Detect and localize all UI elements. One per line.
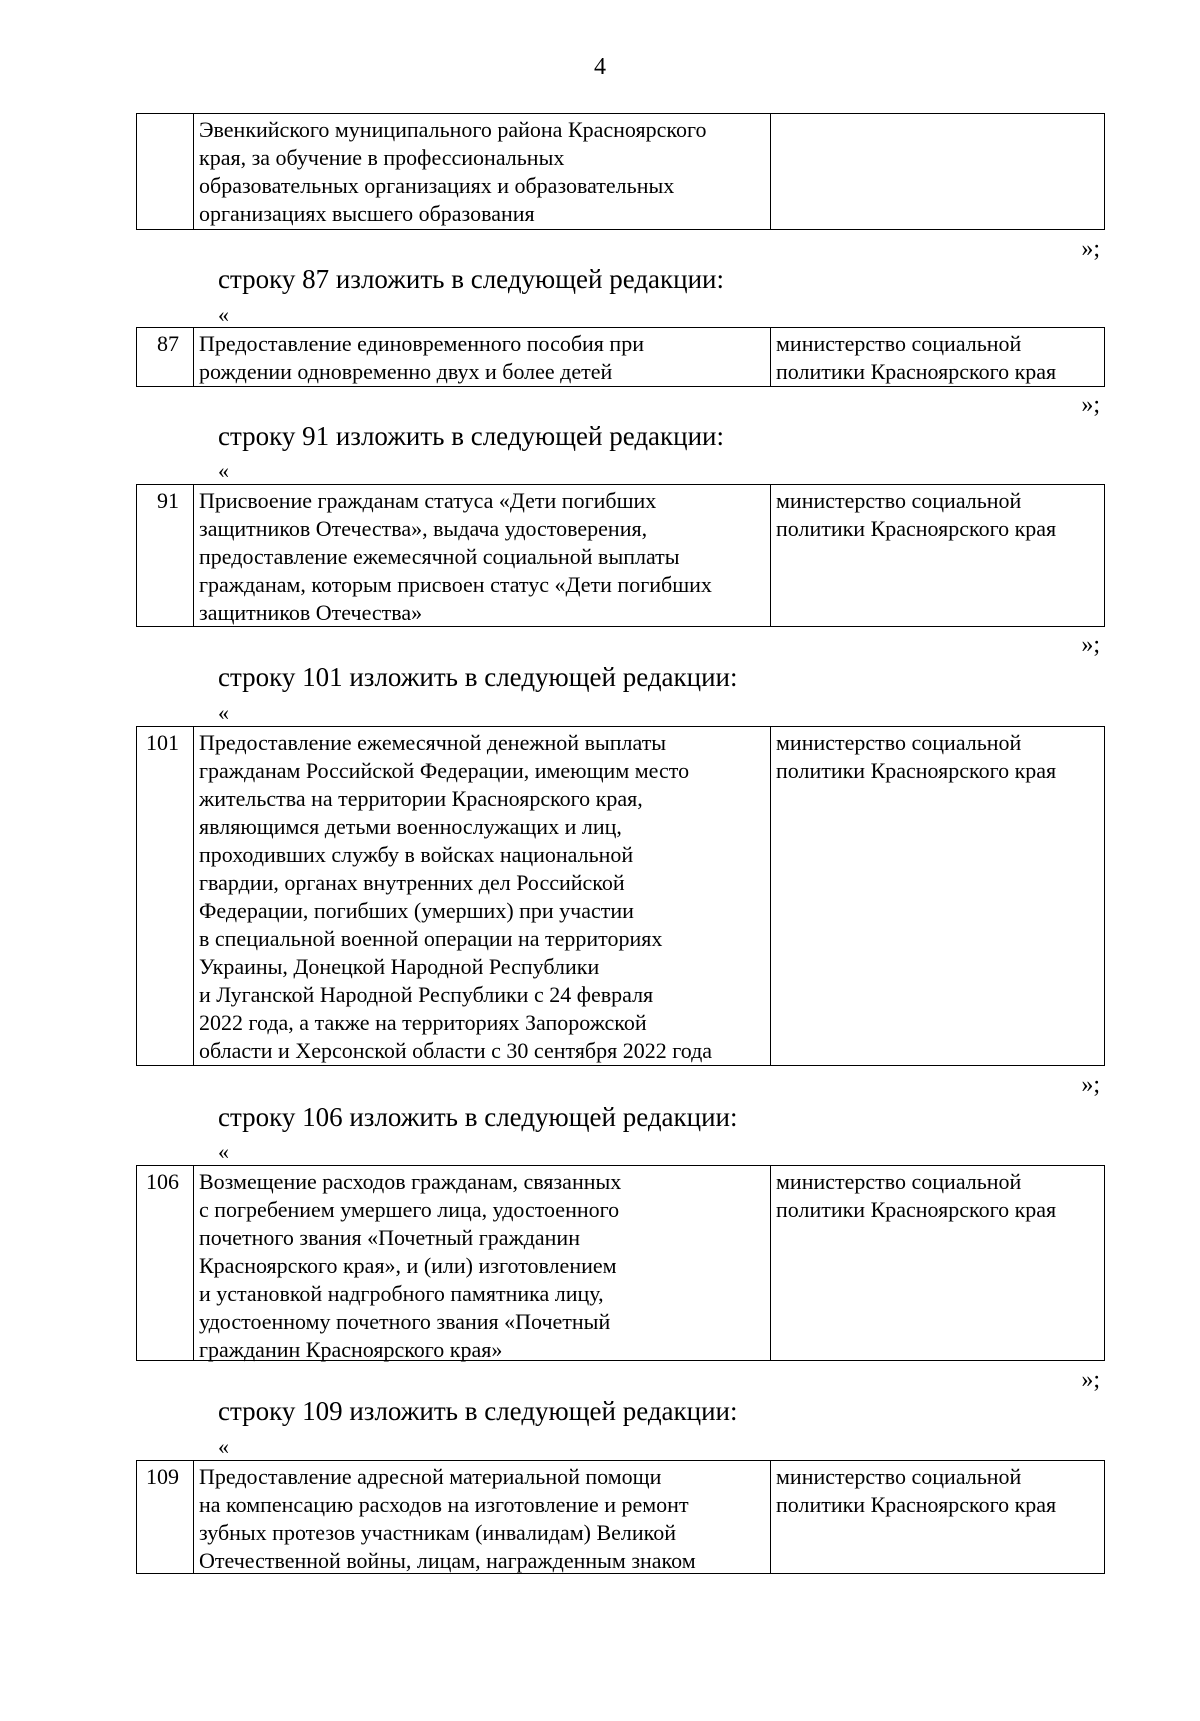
service-description: Предоставление единовременного пособия при рождении одновременно двух и более детей xyxy=(194,328,771,386)
row-number xyxy=(137,114,194,229)
opening-quote: « xyxy=(218,1139,229,1164)
closing-quote: »; xyxy=(1081,236,1100,262)
service-description: Эвенкийского муниципального района Красноярского края, за обучение в профессиональных образовательных организациях и образовательных организациях высшего образования xyxy=(194,114,771,229)
instruction-line: строку 91 изложить в следующей редакции: xyxy=(218,421,725,451)
page-number: 4 xyxy=(594,54,606,80)
responsible-ministry: министерство социальной политики Красноярского края xyxy=(776,488,1057,541)
row-number: 87 xyxy=(137,328,194,386)
instruction-line: строку 87 изложить в следующей редакции: xyxy=(218,264,725,294)
closing-quote: »; xyxy=(1081,1367,1100,1393)
row-number: 106 xyxy=(137,1166,194,1360)
table-row xyxy=(136,1460,1105,1574)
responsible-ministry: министерство социальной политики Красноярского края xyxy=(776,1169,1057,1222)
row-number: 91 xyxy=(137,485,194,626)
responsible-ministry: министерство социальной политики Красноярского края xyxy=(776,1464,1057,1517)
table-row xyxy=(136,484,1105,627)
closing-quote: »; xyxy=(1081,632,1100,658)
opening-quote: « xyxy=(218,458,229,483)
row-number: 109 xyxy=(137,1461,194,1573)
opening-quote: « xyxy=(218,302,229,327)
opening-quote: « xyxy=(218,700,229,725)
closing-quote: »; xyxy=(1081,1072,1100,1098)
service-description: Предоставление ежемесячной денежной выплаты гражданам Российской Федерации, имеющим место жительства на территории Красноярского края, являющимся детьми военнослужащих и лиц, проходивших службу в войсках национальной гвардии, органах внутренних дел Российской Федерации, погибших (умерших) при участии в специальной военной операции на территориях Украины, Донецкой Народной Республики и Луганской Народной Республики с 24 февраля 2022 года, а также на территориях Запорожской области и Херсонской области с 30 сентября 2022 года xyxy=(194,727,771,1065)
opening-quote: « xyxy=(218,1434,229,1459)
responsible-ministry xyxy=(771,114,1104,229)
table-row xyxy=(136,726,1105,1066)
instruction-line: строку 106 изложить в следующей редакции: xyxy=(218,1102,738,1132)
instruction-line: строку 101 изложить в следующей редакции: xyxy=(218,662,738,692)
responsible-ministry: министерство социальной политики Красноярского края xyxy=(776,331,1057,384)
instruction-line: строку 109 изложить в следующей редакции: xyxy=(218,1396,738,1426)
closing-quote: »; xyxy=(1081,392,1100,418)
table-row xyxy=(136,327,1105,387)
service-description: Присвоение гражданам статуса «Дети погибших защитников Отечества», выдача удостоверения, предоставление ежемесячной социальной выплаты гражданам, которым присвоен статус «Дети погибших защитников Отечества» xyxy=(194,485,771,626)
service-description: Предоставление адресной материальной помощи на компенсацию расходов на изготовление и ремонт зубных протезов участникам (инвалидам) Великой Отечественной войны, лицам, награжденным знаком xyxy=(194,1461,771,1573)
table-row xyxy=(136,1165,1105,1361)
service-description: Возмещение расходов гражданам, связанных с погребением умершего лица, удостоенного почетного звания «Почетный гражданин Красноярского края», и (или) изготовлением и установкой надгробного памятника лицу, удостоенному почетного звания «Почетный гражданин Красноярского края» xyxy=(194,1166,771,1360)
responsible-ministry: министерство социальной политики Красноярского края xyxy=(776,730,1057,783)
row-number: 101 xyxy=(137,727,194,1065)
table-row xyxy=(136,113,1105,230)
